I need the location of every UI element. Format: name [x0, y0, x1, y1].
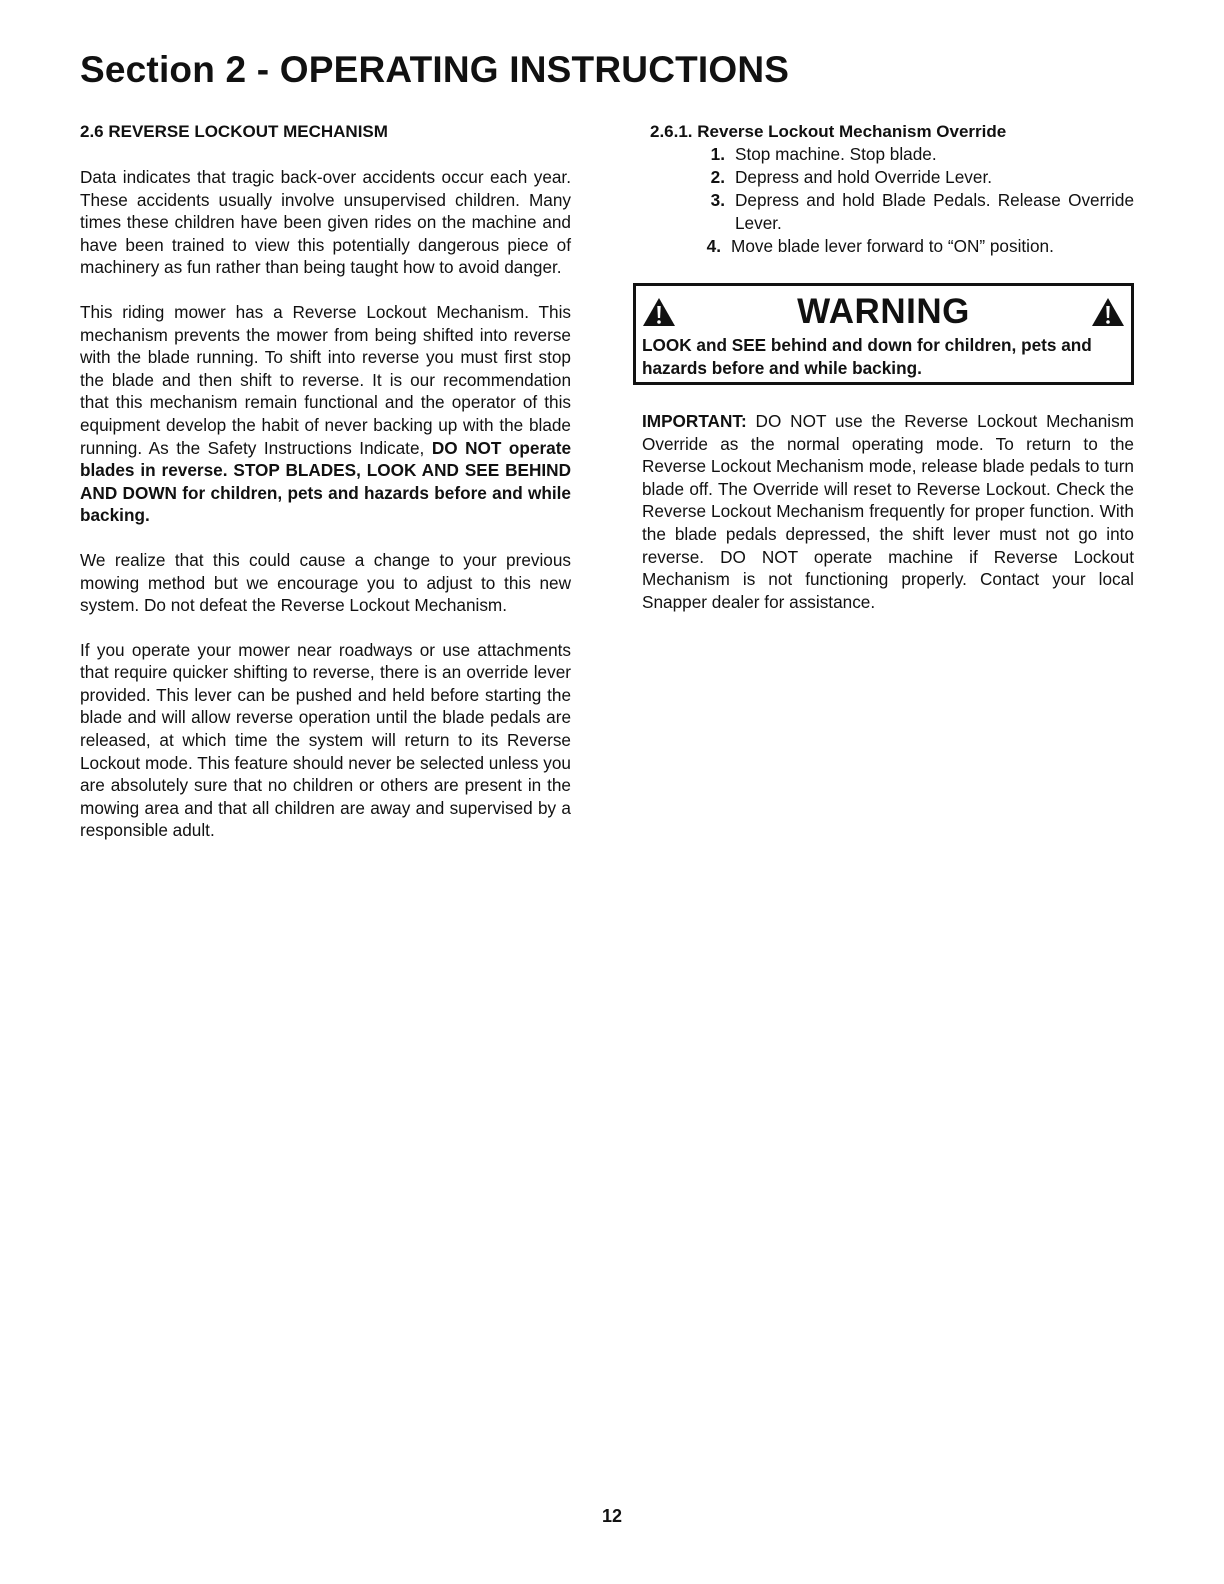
- step-number: 1.: [710, 144, 725, 164]
- page-number: 12: [601, 1506, 623, 1526]
- step-number: 4.: [706, 236, 721, 256]
- paragraph-adjust: We realize that this could cause a change to your previous mowing method but we encourage you to adjust to this new system. Do not defeat the Reverse Lockout Mechanism.: [80, 549, 571, 616]
- warning-triangle-icon: [1091, 297, 1125, 327]
- page-title: Section 2 - OPERATING INSTRUCTIONS: [80, 49, 790, 90]
- step-number: 3.: [710, 190, 725, 210]
- warning-header: [642, 290, 1125, 334]
- paragraph-mechanism-text: This riding mower has a Reverse Lockout Mechanism. This mechanism prevents the mower from being shifted into reverse with the blade running. To shift into reverse you must first stop the blade and then shift to reverse. It is our recommendation that this mechanism remain functional and the operator of this equipment develop the habit of never backing up with the blade running. As the Safety Instructions Indicate,: [80, 301, 571, 458]
- list-item: [642, 189, 1134, 235]
- right-column: [642, 121, 1134, 635]
- list-item: [642, 235, 1134, 258]
- list-item: [642, 143, 1134, 166]
- list-item: [642, 166, 1134, 189]
- important-note: [642, 410, 1134, 613]
- paragraph-mechanism-bold: DO NOT operate blades in reverse. STOP BLADES, LOOK AND SEE BEHIND AND DOWN for children, pets and hazards before and while backing.: [80, 437, 572, 526]
- step-text: Stop machine. Stop blade.: [735, 144, 937, 164]
- step-number: 2.: [710, 167, 725, 187]
- paragraph-mechanism: [80, 301, 571, 527]
- subsection-heading: 2.6.1. Reverse Lockout Mechanism Override: [650, 122, 1007, 141]
- step-text: Depress and hold Override Lever.: [735, 167, 992, 187]
- paragraph-accidents: Data indicates that tragic back-over accidents occur each year. These accidents usually involve unsupervised children. Many times these children have been given rides on the machine and have been trained to view this potentially dangerous piece of machinery as fun rather than being taught how to avoid danger.: [80, 167, 571, 278]
- warning-triangle-icon: [642, 297, 676, 327]
- left-column: [80, 121, 571, 864]
- warning-text: LOOK and SEE behind and down for children, pets and hazards before and while backing.: [642, 335, 1092, 378]
- warning-title: WARNING: [797, 292, 970, 331]
- step-text: Move blade lever forward to “ON” position.: [731, 236, 1054, 256]
- override-steps-list: [642, 143, 1134, 258]
- paragraph-override-lever: If you operate your mower near roadways or use attachments that require quicker shifting to reverse, there is an override lever provided. This lever can be pushed and held before starting the blade and will allow reverse operation until the blade pedals are released, at which time the system will return to its Reverse Lockout mode. This feature should never be selected unless you are absolutely sure that no children or others are present in the mowing area and that all children are away and supervised by a responsible adult.: [80, 639, 571, 841]
- important-text: DO NOT use the Reverse Lockout Mechanism Override as the normal operating mode. To return to the Reverse Lockout Mechanism mode, release blade pedals to turn blade off. The Override will reset to Reverse Lockout. Check the Reverse Lockout Mechanism frequently for proper function. With the blade pedals depressed, the shift lever must not go into reverse. DO NOT operate machine if Reverse Lockout Mechanism is not functioning properly. Contact your local Snapper dealer for assistance.: [642, 411, 1134, 612]
- warning-box: [633, 283, 1134, 385]
- step-text: Depress and hold Blade Pedals. Release Override Lever.: [735, 190, 1134, 233]
- important-label: IMPORTANT:: [642, 411, 747, 431]
- section-heading: 2.6 REVERSE LOCKOUT MECHANISM: [80, 122, 388, 141]
